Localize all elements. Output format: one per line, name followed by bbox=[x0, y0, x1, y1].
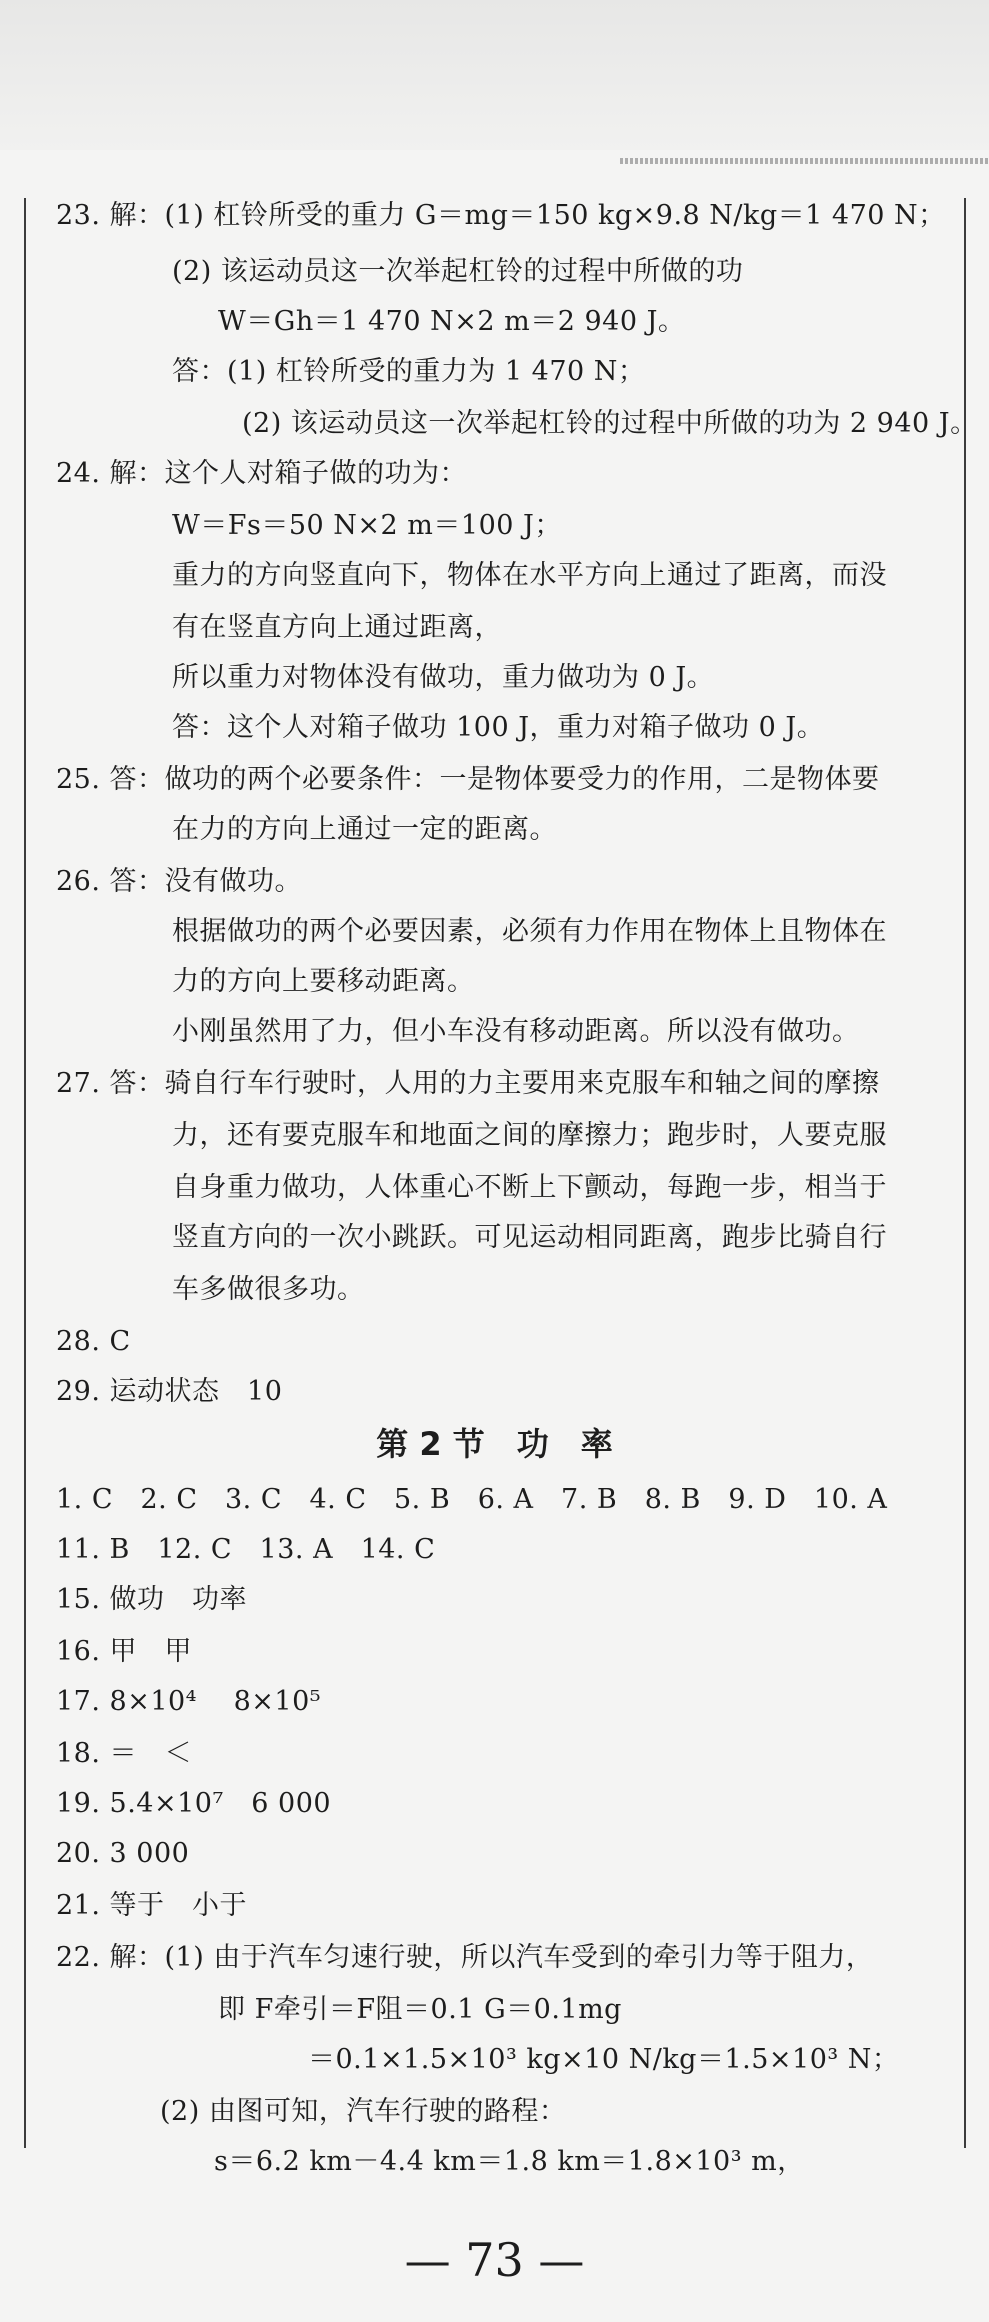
text-line: 21. 等于 小于 bbox=[56, 1890, 248, 1921]
text-line: (2) 该运动员这一次举起杠铃的过程中所做的功 bbox=[172, 256, 744, 287]
text-line: 竖直方向的一次小跳跃。可见运动相同距离，跑步比骑自行 bbox=[172, 1222, 887, 1253]
text-line: 力的方向上要移动距离。 bbox=[172, 966, 475, 997]
right-margin-rule bbox=[964, 198, 966, 2148]
text-line: 18. ＝ ＜ bbox=[56, 1738, 193, 1769]
text-line: 小刚虽然用了力，但小车没有移动距离。所以没有做功。 bbox=[172, 1016, 860, 1047]
text-line: ＝0.1×1.5×10³ kg×10 N/kg＝1.5×10³ N； bbox=[308, 2044, 900, 2075]
text-line: 有在竖直方向上通过距离， bbox=[172, 612, 502, 643]
left-margin-rule bbox=[24, 198, 26, 2148]
text-line: 27. 答：骑自行车行驶时，人用的力主要用来克服车和轴之间的摩擦 bbox=[56, 1068, 880, 1099]
text-line: 22. 解：(1) 由于汽车匀速行驶，所以汽车受到的牵引力等于阻力， bbox=[56, 1942, 874, 1973]
text-line: 1. C 2. C 3. C 4. C 5. B 6. A 7. B 8. B 9. D 10. A bbox=[56, 1484, 888, 1515]
text-line: 自身重力做功，人体重心不断上下颤动，每跑一步，相当于 bbox=[172, 1172, 887, 1203]
page-number: — 73 — bbox=[404, 2233, 585, 2287]
page-top-shadow bbox=[0, 0, 989, 150]
text-line: 车多做很多功。 bbox=[172, 1274, 365, 1305]
text-line: 即 F牵引＝F阻＝0.1 G＝0.1mg bbox=[218, 1994, 622, 2025]
text-line: (2) 由图可知，汽车行驶的路程： bbox=[160, 2096, 567, 2127]
text-line: W＝Fs＝50 N×2 m＝100 J； bbox=[172, 510, 562, 541]
text-line: 29. 运动状态 10 bbox=[56, 1376, 283, 1407]
text-line: W＝Gh＝1 470 N×2 m＝2 940 J。 bbox=[218, 306, 686, 337]
text-line: 在力的方向上通过一定的距离。 bbox=[172, 814, 557, 845]
section-title: 第 2 节 功 率 bbox=[376, 1425, 613, 1463]
text-line: s＝6.2 km－4.4 km＝1.8 km＝1.8×10³ m， bbox=[214, 2146, 805, 2177]
text-line: 15. 做功 功率 bbox=[56, 1584, 248, 1615]
text-line: 17. 8×10⁴ 8×10⁵ bbox=[56, 1686, 322, 1717]
text-line: 24. 解：这个人对箱子做的功为： bbox=[56, 458, 468, 489]
text-line: 答：(1) 杠铃所受的重力为 1 470 N； bbox=[172, 356, 646, 387]
text-line: 力，还有要克服车和地面之间的摩擦力；跑步时，人要克服 bbox=[172, 1120, 887, 1151]
text-line: 25. 答：做功的两个必要条件：一是物体要受力的作用，二是物体要 bbox=[56, 764, 880, 795]
text-line: 26. 答：没有做功。 bbox=[56, 866, 303, 897]
text-line: 23. 解：(1) 杠铃所受的重力 G＝mg＝150 kg×9.8 N/kg＝1 470 N； bbox=[56, 200, 946, 231]
text-line: 16. 甲 甲 bbox=[56, 1636, 193, 1667]
text-line: 答：这个人对箱子做功 100 J，重力对箱子做功 0 J。 bbox=[172, 712, 825, 743]
text-line: 19. 5.4×10⁷ 6 000 bbox=[56, 1788, 332, 1819]
text-line: 重力的方向竖直向下，物体在水平方向上通过了距离，而没 bbox=[172, 560, 887, 591]
text-line: 11. B 12. C 13. A 14. C bbox=[56, 1534, 436, 1565]
text-line: (2) 该运动员这一次举起杠铃的过程中所做的功为 2 940 J。 bbox=[242, 408, 978, 439]
text-line: 20. 3 000 bbox=[56, 1838, 190, 1869]
text-line: 所以重力对物体没有做功，重力做功为 0 J。 bbox=[172, 662, 715, 693]
decorative-dotted-rule bbox=[620, 158, 989, 164]
text-line: 根据做功的两个必要因素，必须有力作用在物体上且物体在 bbox=[172, 916, 887, 947]
text-line: 28. C bbox=[56, 1326, 131, 1357]
